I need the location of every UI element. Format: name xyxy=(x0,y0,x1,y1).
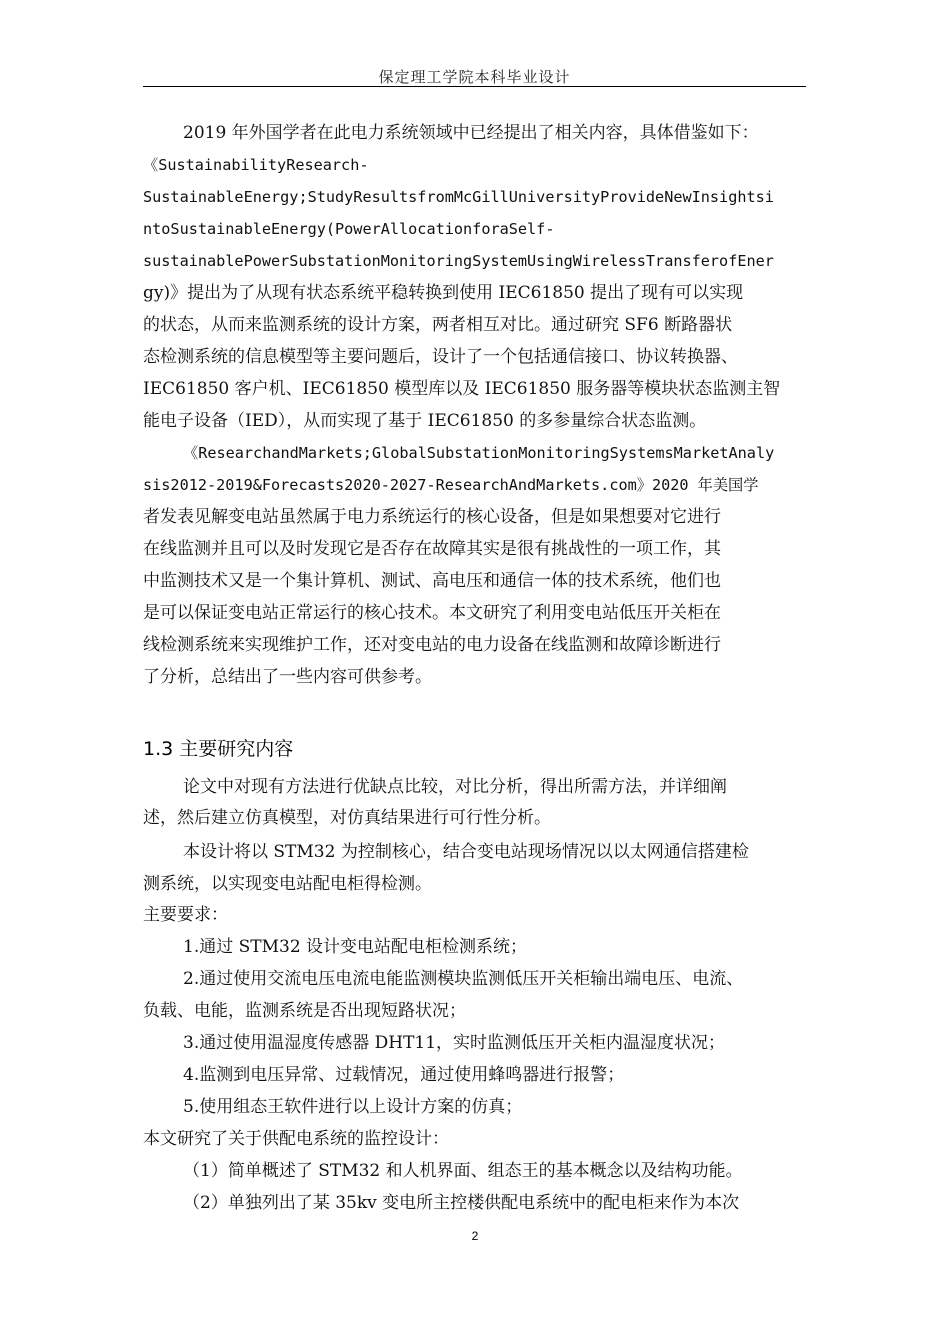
text-line: SustainableEnergy;StudyResultsfromMcGillUniversityProvideNewInsightsi xyxy=(143,188,774,206)
text-line: 《SustainabilityResearch- xyxy=(143,156,369,174)
text-line: sustainablePowerSubstationMonitoringSystemUsingWirelessTransferofEner xyxy=(143,252,774,270)
text-line: 论文中对现有方法进行优缺点比较，对比分析，得出所需方法，并详细阐 xyxy=(183,777,727,797)
list-label: 本文研究了关于供配电系统的监控设计： xyxy=(143,1129,449,1149)
list-item: 5.使用组态王软件进行以上设计方案的仿真； xyxy=(183,1097,523,1117)
text-line: 2019 年外国学者在此电力系统领域中已经提出了相关内容，具体借鉴如下： xyxy=(183,123,759,143)
list-label: 主要要求： xyxy=(143,905,228,925)
text-line: 测系统，以实现变电站配电柜得检测。 xyxy=(143,874,432,894)
page-number: 2 xyxy=(471,1229,479,1243)
section-heading: 1.3 主要研究内容 xyxy=(143,738,294,760)
text-line: ntoSustainableEnergy(PowerAllocationforaSelf- xyxy=(143,220,555,238)
text-line: sis2012-2019&Forecasts2020-2027-ResearchAndMarkets.com》2020 年美国学 xyxy=(143,476,759,494)
text-line: 中监测技术又是一个集计算机、测试、高电压和通信一体的技术系统，他们也 xyxy=(143,571,721,591)
text-line: IEC61850 客户机、IEC61850 模型库以及 IEC61850 服务器等模块状态监测主智 xyxy=(143,379,781,399)
list-item: 1.通过 STM32 设计变电站配电柜检测系统； xyxy=(183,937,528,957)
text-line: 的状态，从而来监测系统的设计方案，两者相互对比。通过研究 SF6 断路器状 xyxy=(143,315,733,335)
text-line: 是可以保证变电站正常运行的核心技术。本文研究了利用变电站低压开关柜在 xyxy=(143,603,721,623)
text-line: 述，然后建立仿真模型，对仿真结果进行可行性分析。 xyxy=(143,808,551,828)
text-line: 了分析，总结出了一些内容可供参考。 xyxy=(143,667,432,687)
text-line: 《ResearchandMarkets;GlobalSubstationMonitoringSystemsMarketAnaly xyxy=(183,444,775,462)
text-line: 能电子设备（IED），从而实现了基于 IEC61850 的多参量综合状态监测。 xyxy=(143,411,707,431)
list-item: 负载、电能，监测系统是否出现短路状况； xyxy=(143,1001,466,1021)
list-item: （1）简单概述了 STM32 和人机界面、组态王的基本概念以及结构功能。 xyxy=(183,1161,743,1181)
text-line: 在线监测并且可以及时发现它是否存在故障其实是很有挑战性的一项工作，其 xyxy=(143,539,721,559)
list-item: 4.监测到电压异常、过载情况，通过使用蜂鸣器进行报警； xyxy=(183,1065,625,1085)
text-line: 本设计将以 STM32 为控制核心，结合变电站现场情况以以太网通信搭建检 xyxy=(183,842,749,862)
list-item: 3.通过使用温湿度传感器 DHT11，实时监测低压开关柜内温湿度状况； xyxy=(183,1033,726,1053)
list-item: 2.通过使用交流电压电流电能监测模块监测低压开关柜输出端电压、电流、 xyxy=(183,969,744,989)
text-line: gy)》提出为了从现有状态系统平稳转换到使用 IEC61850 提出了现有可以实现 xyxy=(143,283,744,303)
text-line: 态检测系统的信息模型等主要问题后，设计了一个包括通信接口、协议转换器、 xyxy=(143,347,738,367)
list-item: （2）单独列出了某 35kv 变电所主控楼供配电系统中的配电柜来作为本次 xyxy=(183,1193,740,1213)
header-rule xyxy=(143,86,806,87)
text-line: 者发表见解变电站虽然属于电力系统运行的核心设备，但是如果想要对它进行 xyxy=(143,507,721,527)
text-line: 线检测系统来实现维护工作，还对变电站的电力设备在线监测和故障诊断进行 xyxy=(143,635,721,655)
header-title: 保定理工学院本科毕业设计 xyxy=(378,68,571,86)
